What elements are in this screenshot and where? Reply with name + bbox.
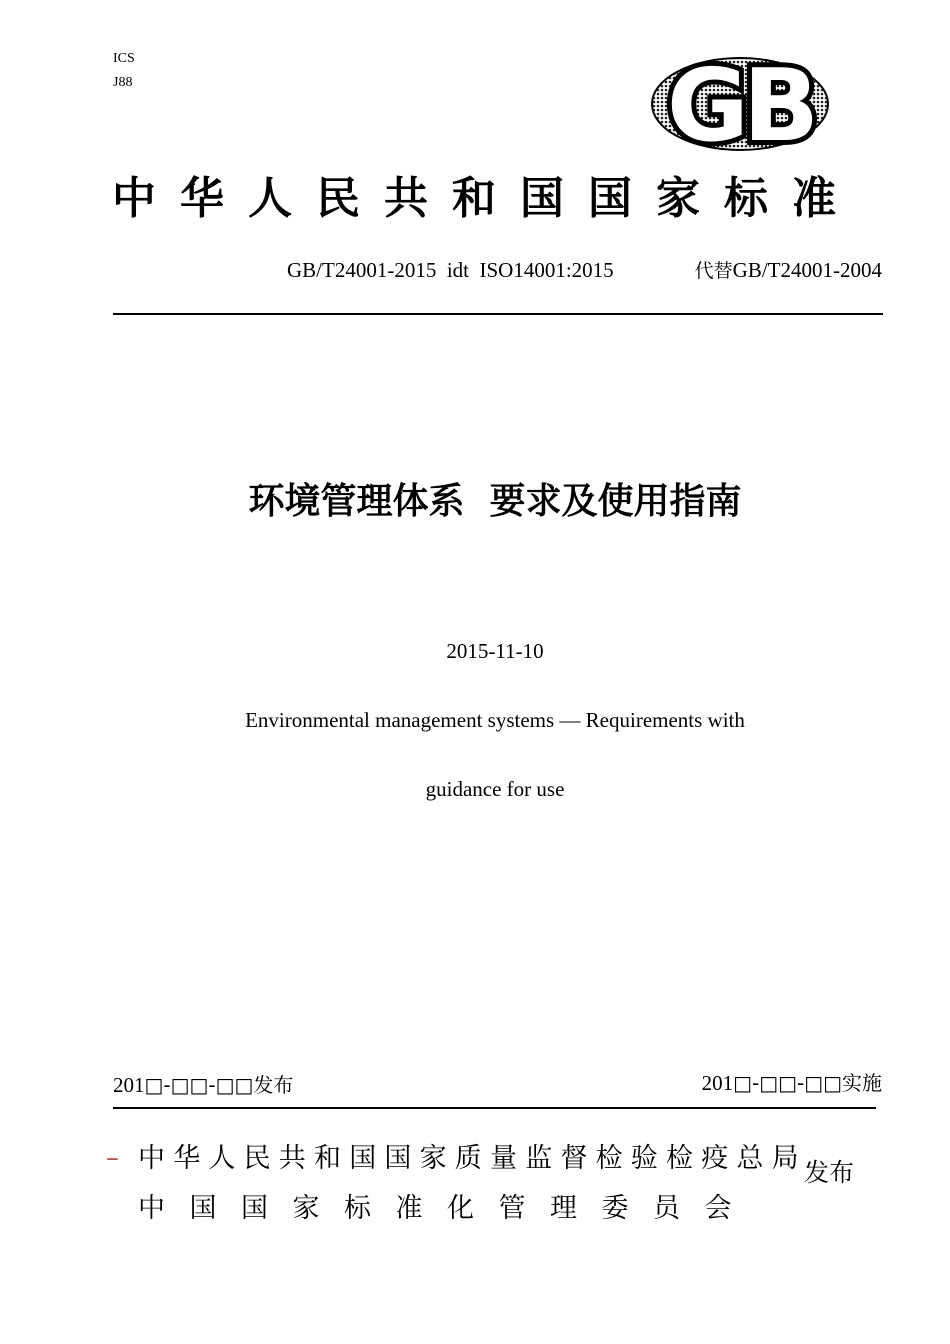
replaces-prefix: 代替 (694, 260, 733, 282)
ics-code: ICS (113, 51, 135, 66)
document-title-en-line1: Environmental management systems — Requirements with (245, 708, 745, 732)
replaces-number: GB/T24001-2004 (732, 258, 882, 282)
gb-logo-text: GB (666, 56, 814, 152)
ccs-code: J88 (113, 75, 133, 90)
gb-logo (648, 56, 832, 152)
issuer-aqsiq: 中华人民共和国国家质量监督检验检疫总局 (138, 1143, 807, 1174)
implementation-date (702, 1069, 882, 1097)
document-title-cn: 环境管理体系 要求及使用指南 (248, 481, 742, 522)
national-standard-title: 中华人民共和国国家标准 (112, 173, 860, 224)
top-divider (113, 313, 883, 315)
issue-label: 发布 (253, 1073, 294, 1097)
issued-label: 发布 (804, 1158, 855, 1187)
issue-date-placeholder: □-□□-□□ (144, 1073, 254, 1097)
bottom-divider (113, 1107, 876, 1109)
document-date: 2015-11-10 (446, 639, 544, 663)
implement-date-placeholder: □-□□-□□ (733, 1071, 842, 1095)
replaces-standard (695, 257, 882, 284)
implement-year-prefix: 201 (701, 1071, 734, 1095)
dash-mark: – (106, 1143, 119, 1173)
standard-number: GB/T24001-2015 idt ISO14001:2015 (287, 258, 614, 282)
issue-year-prefix: 201 (113, 1073, 145, 1097)
implement-label: 实施 (842, 1071, 882, 1095)
issuer-sac: 中国国家标准化管理委员会 (138, 1193, 756, 1224)
issue-date (113, 1071, 293, 1099)
document-title-en-line2: guidance for use (425, 777, 565, 801)
